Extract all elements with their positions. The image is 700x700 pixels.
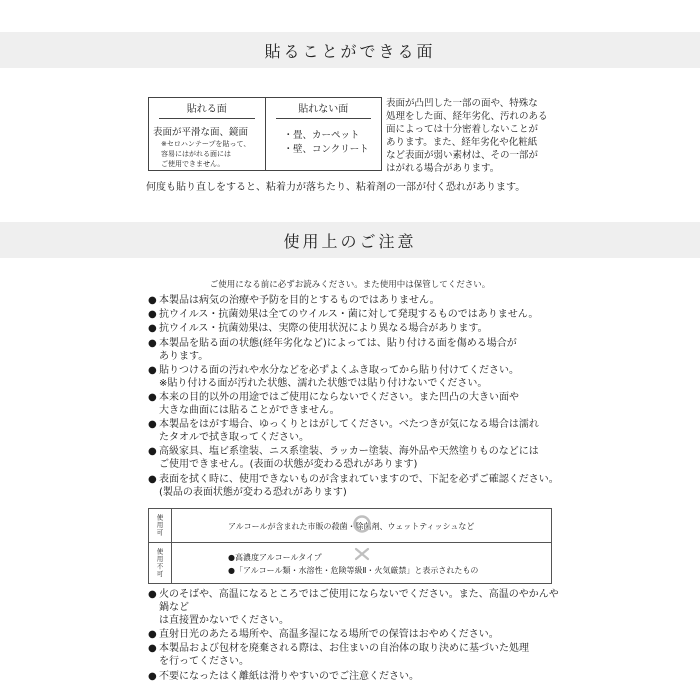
caution-line: 高級家具、塩ビ系塗装、ニス系塗装、ラッカー塗装、海外品や天然塗りものなどには: [159, 446, 539, 458]
side-note-line: あります。また、経年劣化や化粧紙: [386, 137, 538, 148]
caution-item: [148, 308, 563, 321]
repost-note: 何度も貼り直しをすると、粘着力が落ちたり、粘着剤の一部が付く恐れがあります。: [146, 182, 526, 193]
usage-ok-text: アルコールが含まれた市販の殺菌・除菌剤、ウェットティッシュなど: [228, 522, 475, 531]
usage-ng-item: ●高濃度アルコールタイプ: [228, 553, 322, 562]
caution-item: [148, 445, 563, 471]
caution-line: 本製品は病気の治療や予防を目的とするものではありません。: [159, 295, 440, 306]
caution-line: ご使用できません。(表面の状態が変わる恐れがあります): [159, 459, 418, 471]
surface-cannot-header: 貼れない面: [276, 100, 372, 119]
cautions-intro: ご使用になる前に必ずお読みください。また使用中は保管してください。: [209, 280, 491, 290]
caution-line: 不要になったはく離紙は滑りやすいのでご注意ください。: [159, 670, 419, 682]
bullet-dot: ●: [148, 589, 157, 600]
caution-line: 抗ウイルス・抗菌効果は全てのウイルス・菌に対して発現するものではありません。: [159, 309, 539, 321]
caution-item: [148, 418, 563, 444]
caution-text: [159, 294, 563, 307]
caution-item: [148, 364, 563, 390]
surface-can-note-line: ※セロハンテープを貼って、: [161, 140, 251, 148]
caution-text: [159, 364, 563, 390]
caution-line: 本来の目的以外の用途ではご使用にならないでください。また凹凸の大きい面や: [159, 391, 519, 403]
caution-item: [148, 588, 563, 627]
side-note-line: はがれる場合があります。: [386, 163, 500, 174]
caution-text: [159, 642, 563, 668]
caution-item: [148, 322, 563, 335]
caution-line: ※貼り付ける面が汚れた状態、濡れた状態では貼り付けないでください。: [159, 377, 488, 389]
caution-item: [148, 391, 563, 417]
caution-text: [159, 628, 563, 641]
caution-line: 火のそばや、高温になるところではご使用にならないでください。また、高温のやかんや鍋など: [159, 589, 559, 613]
caution-item: [148, 337, 563, 363]
surface-cannot-item: ・畳、カーペット: [283, 130, 360, 141]
caution-item: [148, 670, 563, 683]
caution-line: を行ってください。: [159, 656, 249, 668]
usage-ok-label: 使用可: [149, 509, 172, 542]
side-note-line: 面によっては十分密着しないことが: [386, 124, 539, 135]
bullet-dot: ●: [148, 473, 157, 485]
circle-icon: [352, 514, 372, 534]
surface-cannot-column: [265, 98, 382, 170]
usage-ok-row: [149, 509, 551, 543]
caution-line: 貼りつける面の汚れや水分などを必ずよくふき取ってから貼り付けてください。: [159, 364, 519, 376]
caution-text: [159, 322, 563, 335]
surface-can-note-line: ご使用できません。: [161, 160, 225, 168]
usage-ng-item: ●「アルコール類・水溶性・危険等級Ⅱ・火気厳禁」と表示されたもの: [228, 566, 479, 575]
caution-line: (製品の表面状態が変わる恐れがあります): [159, 486, 347, 498]
section-title-surfaces: 貼ることができる面: [264, 41, 436, 61]
bullet-dot: ●: [148, 309, 157, 321]
x-mark-icon: [352, 543, 372, 563]
caution-text: [159, 308, 563, 321]
caution-item: [148, 294, 563, 307]
section-header-surfaces: [0, 32, 700, 68]
surface-cannot-item: ・壁、コンクリート: [283, 144, 369, 155]
surface-can-column: [149, 98, 265, 170]
surface-table: [148, 97, 382, 171]
bullet-dot: ●: [148, 391, 157, 403]
surface-can-note-line: 容易にはがれる面には: [161, 150, 231, 158]
bullet-dot: ●: [148, 364, 157, 376]
caution-line: 抗ウイルス・抗菌効果は、実際の使用状況により異なる場合があります。: [159, 323, 488, 335]
caution-line: 本製品を貼る面の状態(経年劣化など)によっては、貼り付ける面を傷める場合が: [159, 337, 517, 349]
section-header-cautions: [0, 222, 700, 258]
bullet-dot: ●: [148, 419, 157, 431]
caution-line: 大きな曲面には貼ることができません。: [159, 404, 340, 416]
caution-line: は直接置かないでください。: [159, 615, 289, 626]
caution-line: 本製品をはがす場合、ゆっくりとはがしてください。べたつきが気になる場合は濡れ: [159, 419, 539, 431]
side-note-line: など表面が弱い素材は、その一部が: [386, 150, 539, 161]
caution-line: 直射日光のあたる場所や、高温多湿になる場所での保管はおやめください。: [159, 629, 499, 641]
caution-line: 本製品および包材を廃棄される際は、お住まいの自治体の取り決めに基づいた処理: [159, 643, 529, 655]
caution-line: たタオルで拭き取ってください。: [159, 432, 309, 444]
surface-cannot-list: [270, 129, 378, 157]
surface-can-header: 貼れる面: [159, 100, 255, 119]
bullet-dot: ●: [148, 323, 157, 335]
caution-text: [159, 445, 563, 471]
bullet-dot: ●: [148, 337, 157, 349]
usage-ng-label: 使用不可: [149, 543, 172, 583]
caution-text: [159, 337, 563, 363]
caution-list-after: [148, 588, 563, 684]
caution-item: [148, 473, 563, 499]
bullet-dot: ●: [148, 629, 157, 641]
cleaner-usage-table: [148, 508, 552, 584]
caution-text: [159, 391, 563, 417]
caution-text: [159, 418, 563, 444]
usage-ng-row: [149, 543, 551, 583]
bullet-dot: ●: [148, 643, 157, 655]
side-note-line: 処理をした面、経年劣化、汚れのある: [386, 111, 548, 122]
bullet-dot: ●: [148, 670, 157, 682]
caution-item: [148, 642, 563, 668]
surface-can-note: [153, 139, 261, 169]
surface-can-main: 表面が平滑な面、鏡面: [153, 127, 249, 138]
bullet-dot: ●: [148, 446, 157, 458]
bullet-dot: ●: [148, 295, 157, 306]
side-note-line: 表面が凸凹した一部の面や、特殊な: [386, 98, 538, 109]
surface-side-note: [386, 97, 556, 175]
caution-line: 表面を拭く時に、使用できないものが含まれていますので、下記を必ずご確認ください。: [159, 473, 559, 485]
caution-text: [159, 670, 563, 683]
section-title-cautions: 使用上のご注意: [283, 231, 417, 251]
caution-text: [159, 473, 563, 499]
caution-line: あります。: [159, 350, 209, 362]
caution-text: [159, 588, 563, 627]
caution-item: [148, 628, 563, 641]
caution-list: [148, 294, 563, 500]
